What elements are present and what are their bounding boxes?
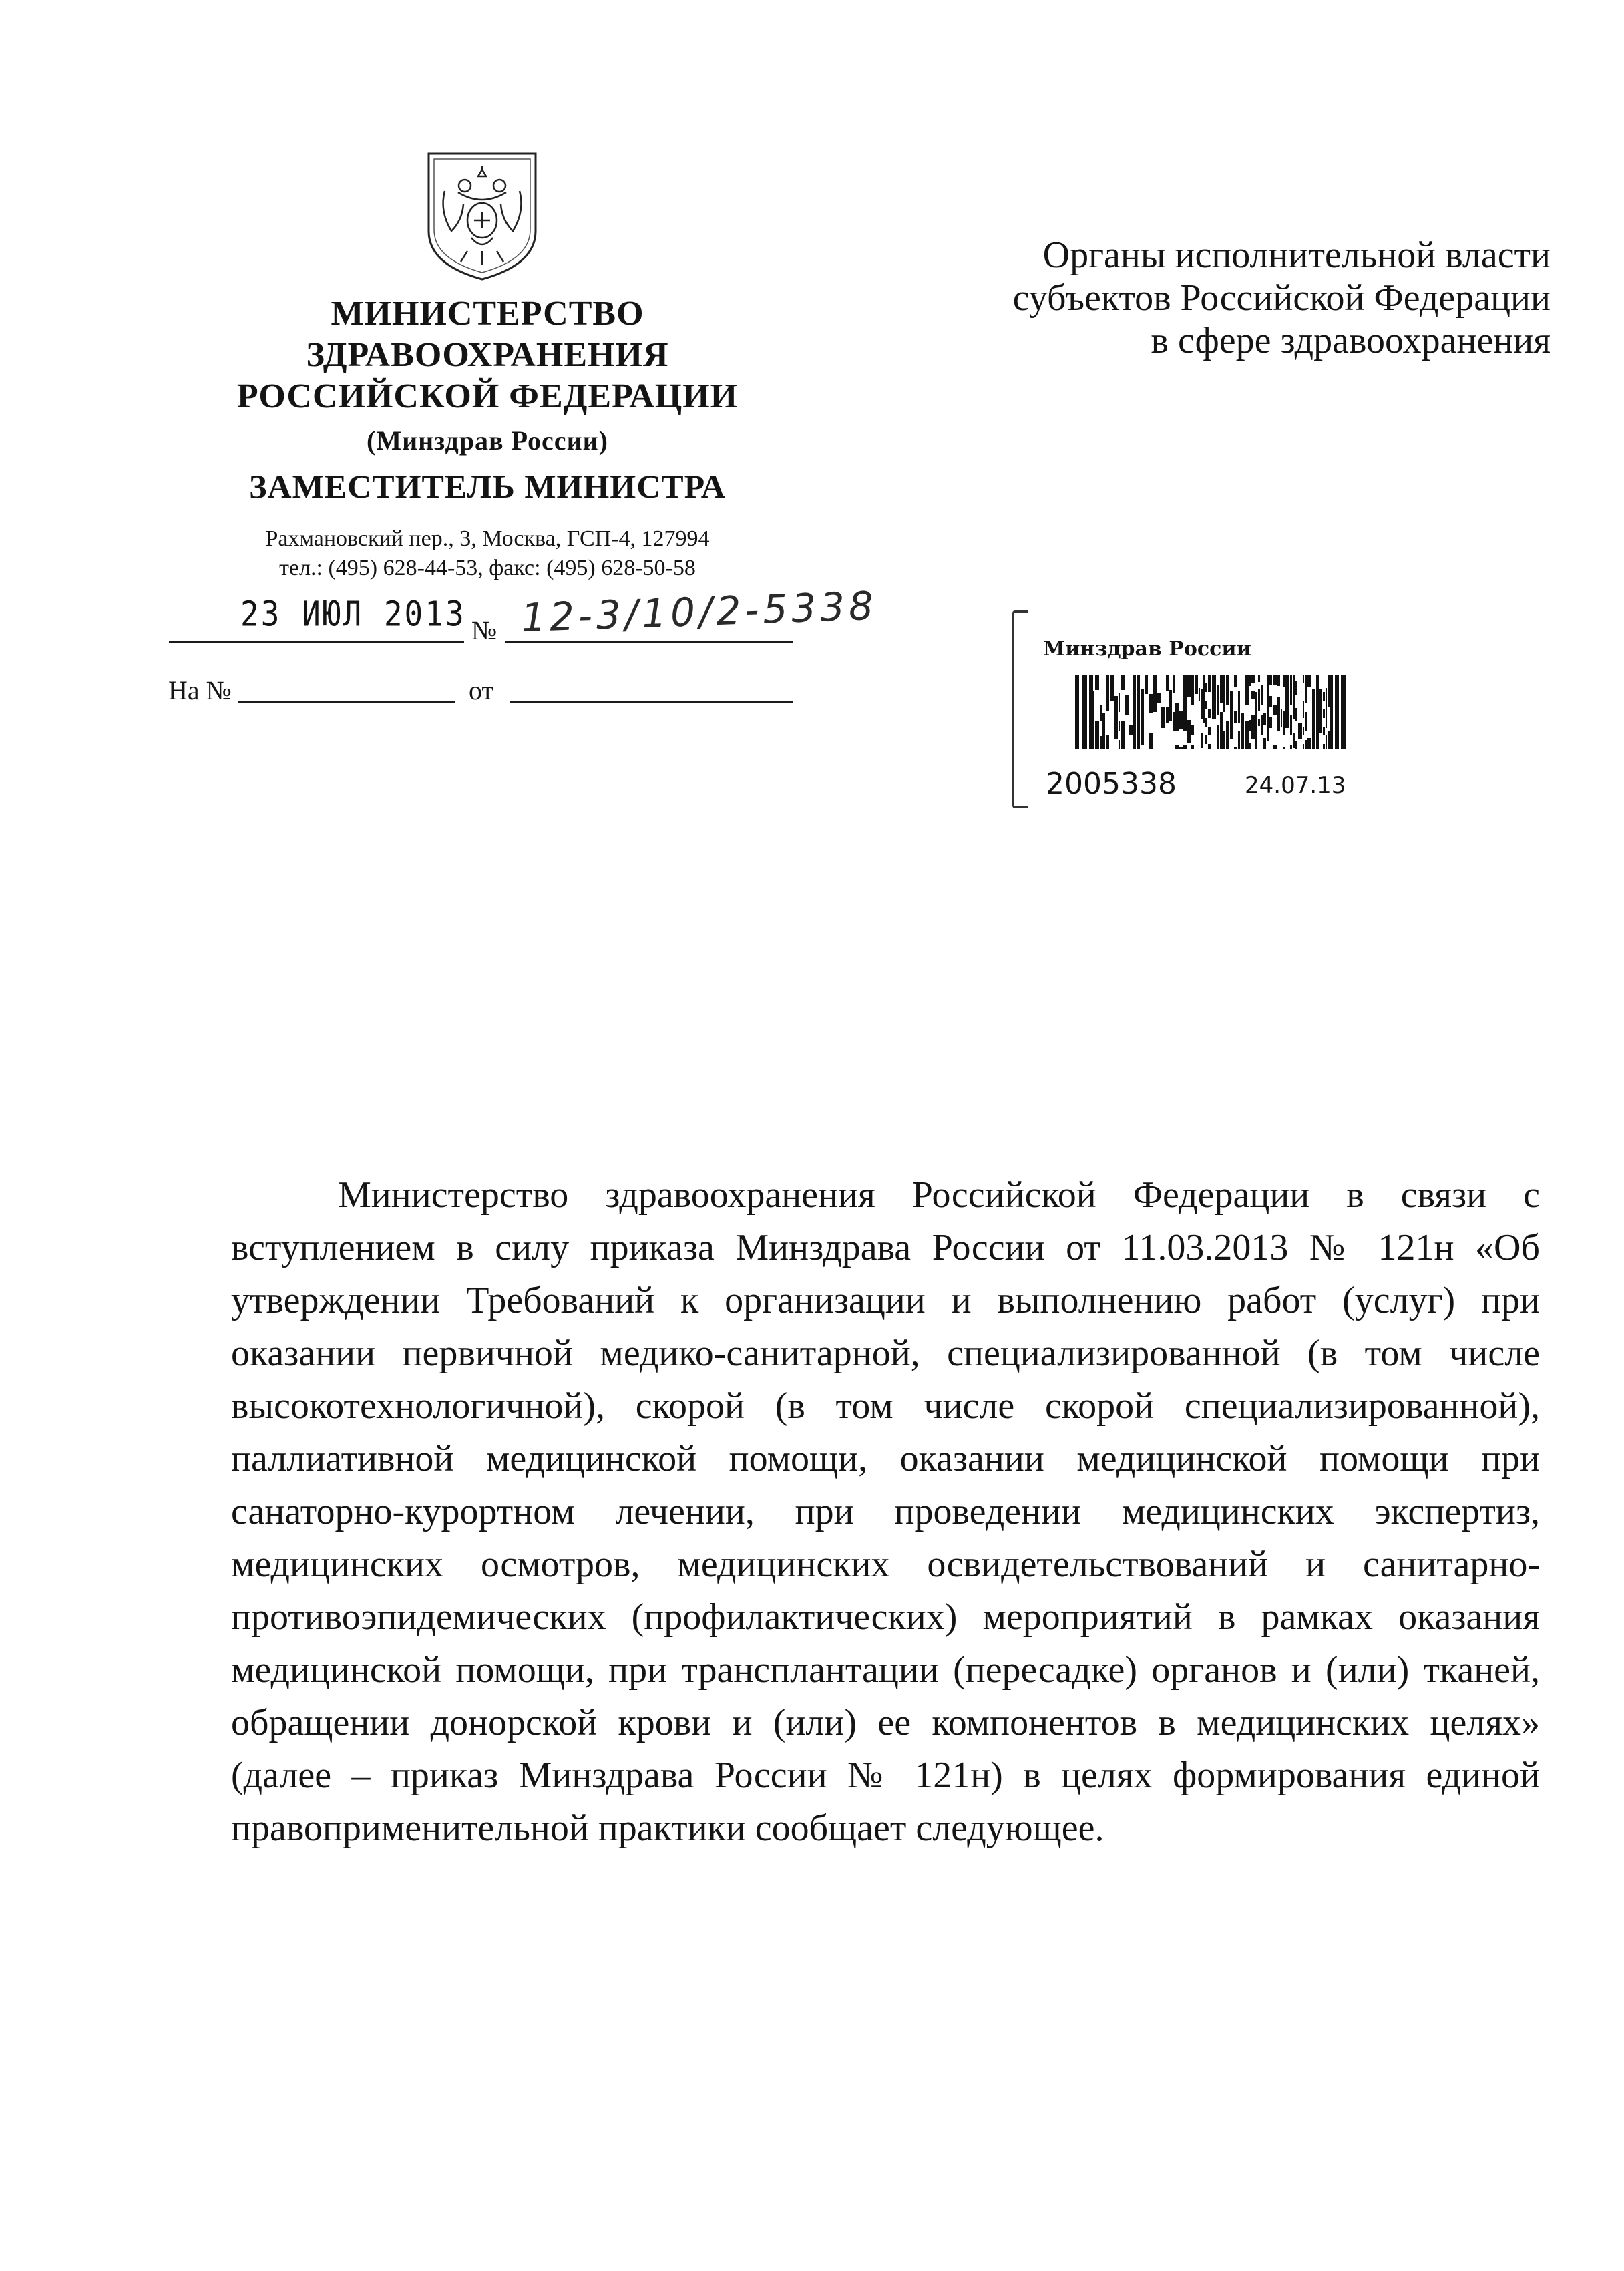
number-underline (505, 641, 793, 643)
ministry-address: Рахмановский пер., 3, Москва, ГСП-4, 127994 (265, 526, 710, 551)
addressee-line-3: в сфере здравоохранения (1151, 320, 1551, 361)
stamp-date: 24.07.13 (1245, 772, 1346, 799)
ministry-short-name: (Минздрав России) (367, 425, 608, 456)
outgoing-date-stamp: 23 ИЮЛ 2013 (240, 594, 466, 634)
ministry-name-line-1: МИНИСТЕРСТВО (331, 295, 644, 333)
addressee-line-1: Органы исполнительной власти (1042, 234, 1551, 276)
stamp-registration-number: 2005338 (1046, 767, 1177, 801)
stamp-bracket (1012, 610, 1028, 808)
coat-of-arms-icon (425, 151, 540, 282)
date-underline (169, 641, 464, 643)
addressee-line-2: субъектов Российской Федерации (1012, 277, 1551, 319)
reference-date-line (510, 701, 793, 703)
reference-number-line (238, 701, 455, 703)
reference-date-label: от (469, 675, 493, 705)
ministry-phone: тел.: (495) 628-44-53, факс: (495) 628-50-58 (279, 556, 696, 580)
reference-number-label: На № (168, 675, 232, 705)
stamp-label: Минздрав России (1043, 637, 1251, 661)
barcode-icon (1075, 675, 1356, 749)
ministry-name-line-3: РОССИЙСКОЙ ФЕДЕРАЦИИ (236, 377, 739, 415)
ministry-name-line-2: ЗДРАВООХРАНЕНИЯ (306, 336, 669, 374)
position-title: ЗАМЕСТИТЕЛЬ МИНИСТРА (249, 468, 726, 505)
number-sign: № (471, 615, 497, 645)
outgoing-number-handwritten: 12-3/10/2-5338 (520, 582, 878, 641)
letter-body-paragraph: Министерство здравоохранения Российской Федерации в связи с вступлением в силу приказа Минздрава России от 11.03.2013 № 121н «Об утверждении Требований к организации и выполнению работ (услуг) при оказании первичной медико-санитарной, специализированной (в том числе высокотехнологичной), скорой (в том числе скорой специализированной), паллиативной медицинской помощи, оказании медицинской помощи при санаторно-курортном лечении, при проведении медицинских экспертиз, медицинских осмотров, медицинских освидетельствований и санитарно-противоэпидемических (профилактических) мероприятий в рамках оказания медицинской помощи, при трансплантации (пересадке) органов и (или) тканей, обращении донорской крови и (или) ее компонентов в медицинских целях» (далее – приказ Минздрава России № 121н) в целях формирования единой правоприменительной практики сообщает следующее. (231, 1174, 1540, 1849)
